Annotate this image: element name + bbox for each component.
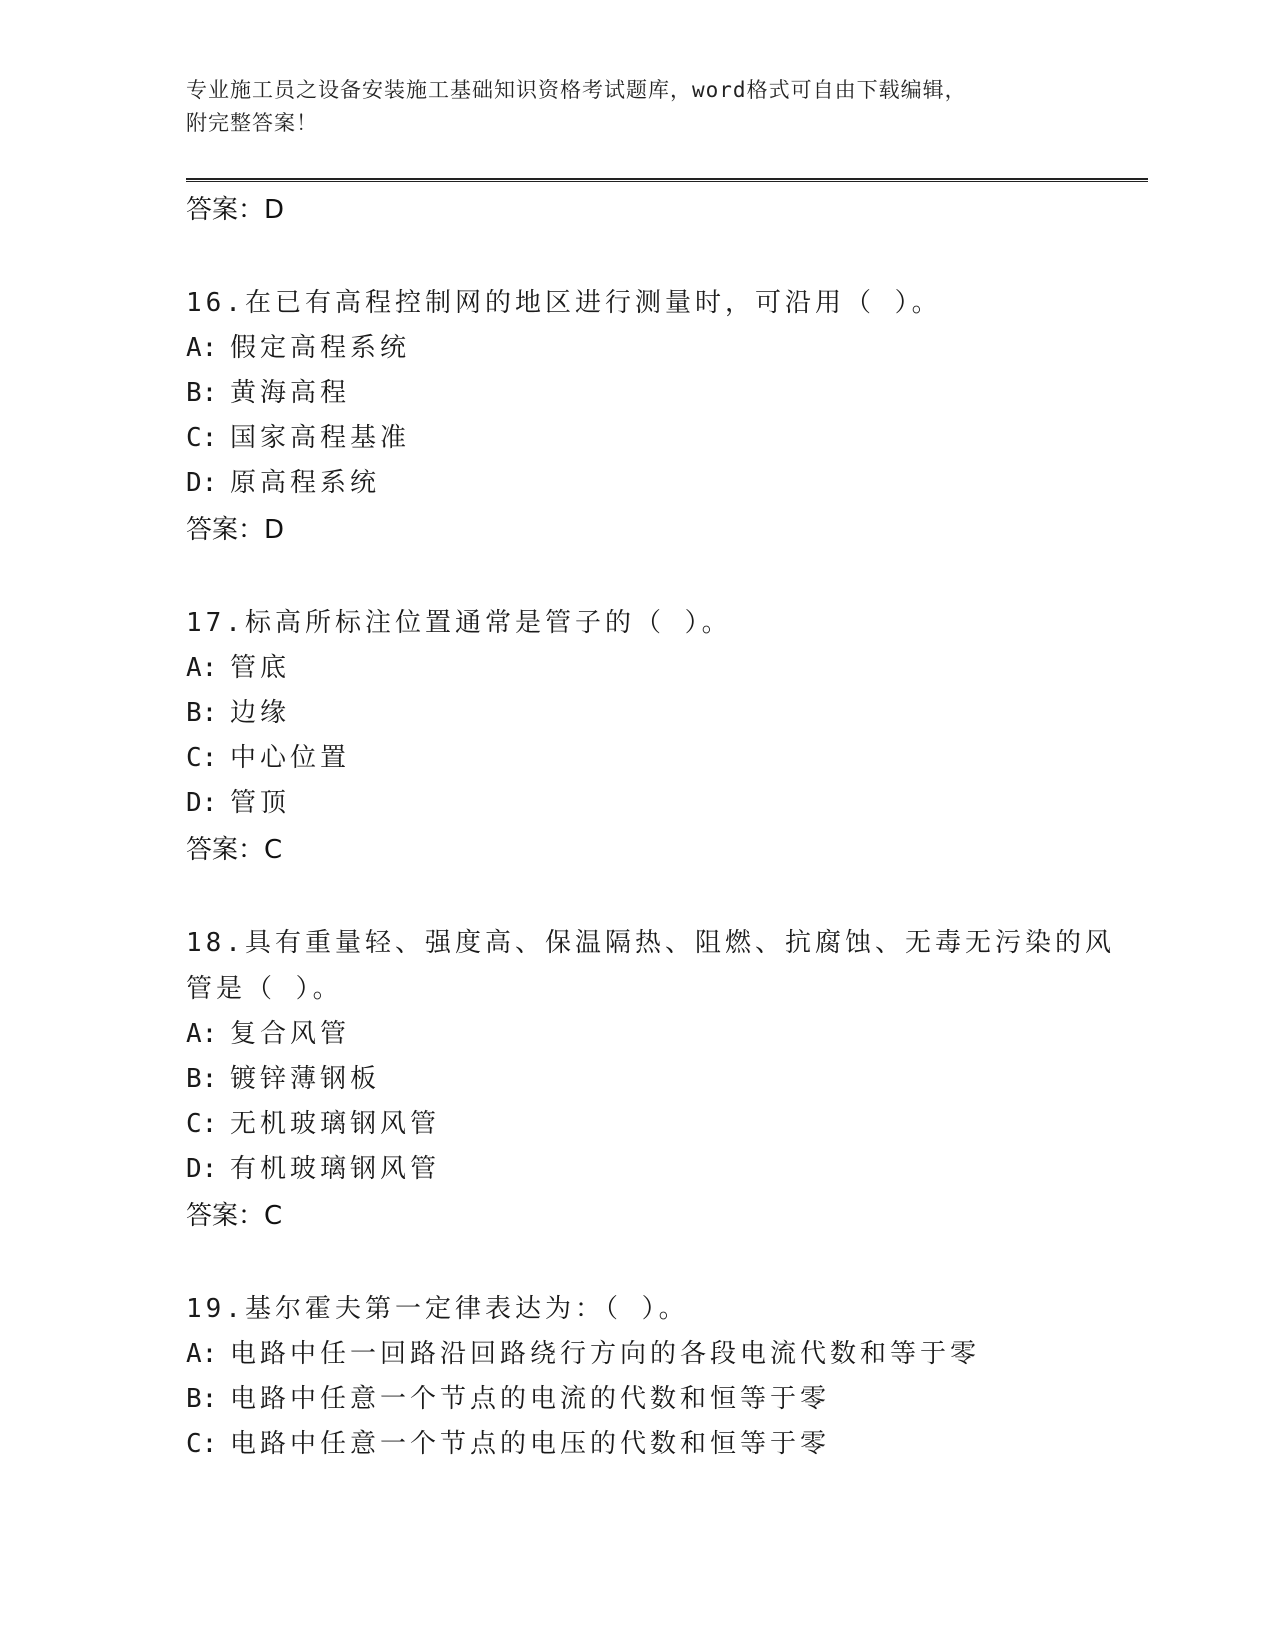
question-stem-line: 管是（ ）。 xyxy=(186,974,343,1004)
option-text: 电路中任意一个节点的电流的代数和恒等于零 xyxy=(230,1384,831,1414)
option-text: 黄海高程 xyxy=(230,378,351,408)
question-stem xyxy=(186,280,1146,326)
question-stem-line: 19.基尔霍夫第一定律表达为：（ ）。 xyxy=(186,1294,689,1324)
header-line-2: 附完整答案！ xyxy=(186,111,318,135)
option-key: C: xyxy=(186,423,218,453)
option-c xyxy=(186,416,1146,461)
document-header xyxy=(186,74,1086,140)
option-text: 原高程系统 xyxy=(230,468,381,498)
option-key: A: xyxy=(186,1019,218,1049)
option-a xyxy=(186,1332,1146,1377)
option-a xyxy=(186,1012,1146,1057)
option-key: D: xyxy=(186,1154,218,1184)
option-text: 电路中任一回路沿回路绕行方向的各段电流代数和等于零 xyxy=(230,1339,981,1369)
previous-answer: 答案：D xyxy=(186,195,285,225)
option-text: 有机玻璃钢风管 xyxy=(230,1154,441,1184)
question-stem xyxy=(186,1286,1146,1332)
option-key: C: xyxy=(186,1429,218,1459)
question-stem-line: 17.标高所标注位置通常是管子的（ ）。 xyxy=(186,608,732,638)
header-line-1: 专业施工员之设备安装施工基础知识资格考试题库，word格式可自由下载编辑， xyxy=(186,78,967,102)
question-stem xyxy=(186,920,1146,1012)
option-key: A: xyxy=(186,1339,218,1369)
option-b xyxy=(186,1057,1146,1102)
option-d xyxy=(186,1147,1146,1192)
option-text: 电路中任意一个节点的电压的代数和恒等于零 xyxy=(230,1429,831,1459)
option-d xyxy=(186,781,1146,826)
question-18 xyxy=(186,920,1146,1240)
option-c xyxy=(186,1422,1146,1467)
option-c xyxy=(186,1102,1146,1147)
option-text: 边缘 xyxy=(230,698,291,728)
option-key: B: xyxy=(186,378,218,408)
question-19 xyxy=(186,1286,1146,1467)
answer-line: 答案：C xyxy=(186,1201,283,1231)
option-text: 复合风管 xyxy=(230,1019,351,1049)
question-stem-line: 18.具有重量轻、强度高、保温隔热、阻燃、抗腐蚀、无毒无污染的风 xyxy=(186,928,1115,958)
option-text: 中心位置 xyxy=(230,743,351,773)
option-text: 国家高程基准 xyxy=(230,423,411,453)
option-b xyxy=(186,371,1146,416)
answer-line: 答案：C xyxy=(186,835,283,865)
option-text: 管顶 xyxy=(230,788,291,818)
option-key: B: xyxy=(186,698,218,728)
option-b xyxy=(186,1377,1146,1422)
question-stem xyxy=(186,600,1146,646)
option-key: C: xyxy=(186,743,218,773)
option-key: D: xyxy=(186,468,218,498)
option-text: 无机玻璃钢风管 xyxy=(230,1109,441,1139)
option-key: A: xyxy=(186,333,218,363)
question-list xyxy=(186,186,1146,1467)
option-key: C: xyxy=(186,1109,218,1139)
option-d xyxy=(186,461,1146,506)
option-key: B: xyxy=(186,1064,218,1094)
option-c xyxy=(186,736,1146,781)
option-text: 假定高程系统 xyxy=(230,333,411,363)
option-text: 管底 xyxy=(230,653,291,683)
question-17 xyxy=(186,600,1146,874)
option-a xyxy=(186,326,1146,371)
option-key: D: xyxy=(186,788,218,818)
header-divider xyxy=(186,178,1148,182)
option-text: 镀锌薄钢板 xyxy=(230,1064,381,1094)
answer-line: 答案：D xyxy=(186,515,285,545)
question-16 xyxy=(186,280,1146,554)
option-a xyxy=(186,646,1146,691)
option-key: A: xyxy=(186,653,218,683)
option-key: B: xyxy=(186,1384,218,1414)
option-b xyxy=(186,691,1146,736)
question-stem-line: 16.在已有高程控制网的地区进行测量时，可沿用（ ）。 xyxy=(186,288,942,318)
